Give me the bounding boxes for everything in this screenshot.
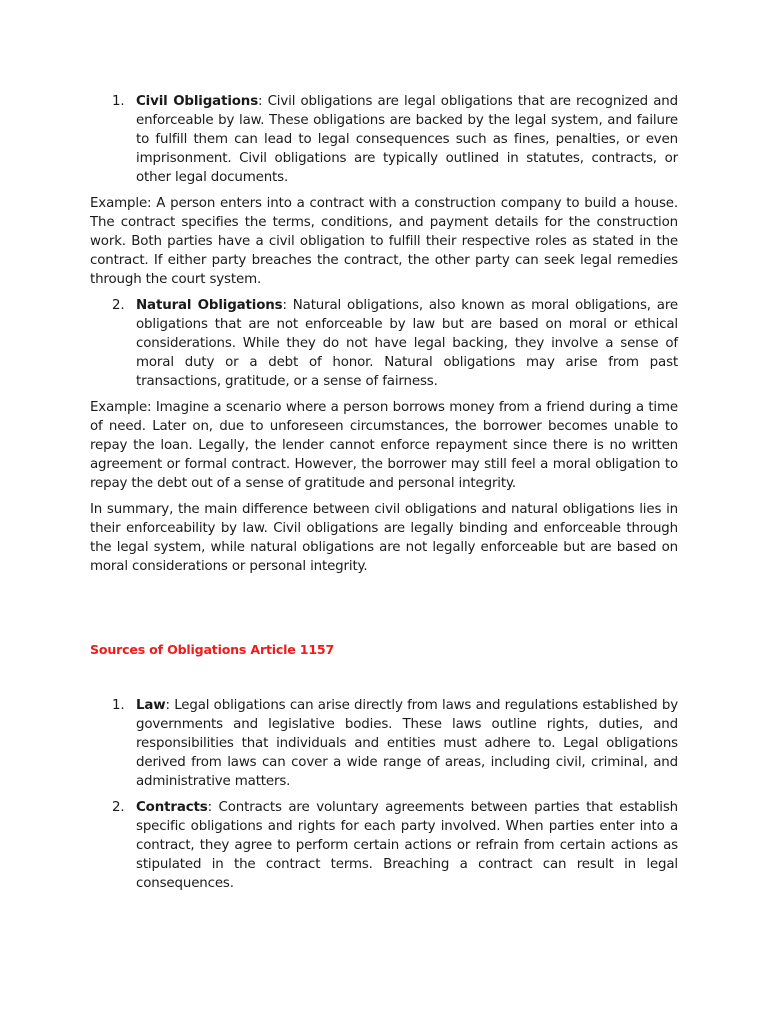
definition-law: : Legal obligations can arise directly from laws and regulations established by governments and legislative bodies. These laws outline rights, duties, and responsibilities that individuals and entities must adhere to. Legal obligations derived from laws can cover a wide range of areas, including civil, criminal, and administrative matters. (136, 698, 678, 789)
example-civil-paragraph: Example: A person enters into a contract with a construction company to build a house. The contract specifies the terms, conditions, and payment details for the construction work. Both parties have a civil obligation to fulfill their respective roles as stated in the contract. If either party breaches the contract, the other party can seek legal remedies through the court system. (90, 196, 678, 287)
list-item-contracts (90, 798, 678, 893)
list-item-law (90, 696, 678, 791)
list-number: 2. (112, 800, 125, 815)
example-natural-paragraph: Example: Imagine a scenario where a person borrows money from a friend during a time of need. Later on, due to unforeseen circumstances, the borrower becomes unable to repay the loan. Legally, the lender cannot enforce repayment since there is no written agreement or formal contract. However, the borrower may still feel a moral obligation to repay the debt out of a sense of gratitude and personal integrity. (90, 400, 678, 491)
term-civil-obligations: Civil Obligations (136, 94, 259, 109)
summary-paragraph: In summary, the main difference between civil obligations and natural obligations lies in their enforceability by law. Civil obligations are legally binding and enforceable through the legal system, while natural obligations are not legally enforceable but are based on moral considerations or personal integrity. (90, 502, 678, 574)
document-page (90, 92, 678, 900)
term-natural-obligations: Natural Obligations (136, 298, 283, 313)
list-item-natural-obligations (90, 296, 678, 391)
list-number: 1. (112, 698, 125, 713)
list-item-civil-obligations (90, 92, 678, 187)
definition-civil-obligations: : Civil obligations are legal obligations that are recognized and enforceable by law. These obligations are backed by the legal system, and failure to fulfill them can lead to legal consequences such as fines, penalties, or even imprisonment. Civil obligations are typically outlined in statutes, contracts, or other legal documents. (136, 94, 678, 185)
term-contracts: Contracts (136, 800, 208, 815)
list-number: 1. (112, 94, 125, 109)
section-heading-sources: Sources of Obligations Article 1157 (90, 642, 335, 657)
definition-contracts: : Contracts are voluntary agreements between parties that establish specific obligations and rights for each party involved. When parties enter into a contract, they agree to perform certain actions or refrain from certain actions as stipulated in the contract terms. Breaching a contract can result in legal consequences. (136, 800, 678, 891)
definition-natural-obligations: : Natural obligations, also known as moral obligations, are obligations that are not enforceable by law but are based on moral or ethical considerations. While they do not have legal backing, they involve a sense of moral duty or a debt of honor. Natural obligations may arise from past transactions, gratitude, or a sense of fairness. (136, 298, 678, 389)
term-law: Law (136, 698, 166, 713)
list-number: 2. (112, 298, 125, 313)
